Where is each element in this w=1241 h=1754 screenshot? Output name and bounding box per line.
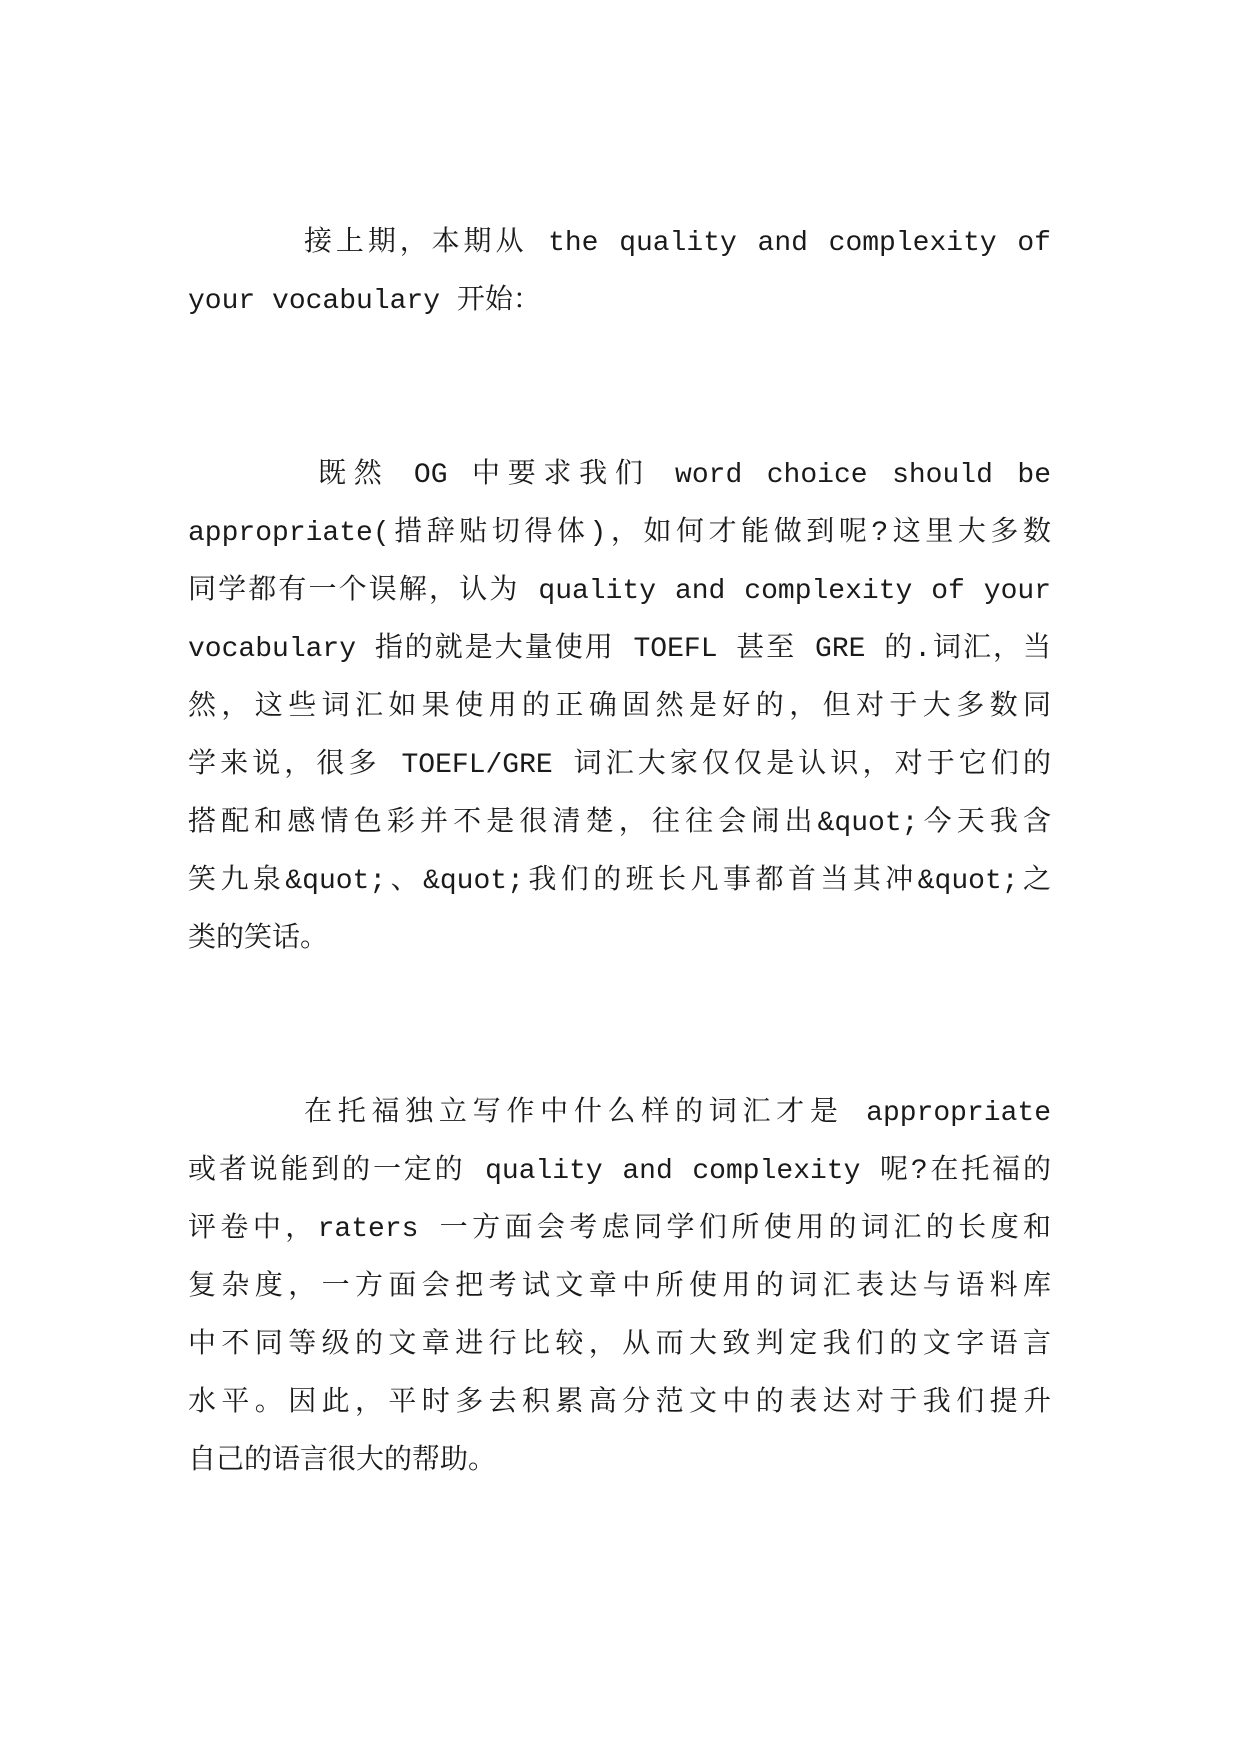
paragraph-line: 或者说能到的一定的 quality and complexity 呢?在托福的 bbox=[188, 1156, 1051, 1187]
paragraph-line: vocabulary 指的就是大量使用 TOEFL 甚至 GRE 的.词汇，当 bbox=[188, 634, 1051, 665]
paragraph-line: 接上期，本期从 the quality and complexity of bbox=[304, 228, 1051, 259]
paragraph-appropriate-vocabulary bbox=[188, 1085, 1051, 1491]
paragraph-line: 类的笑话。 bbox=[188, 924, 329, 955]
paragraph-line: your vocabulary 开始： bbox=[188, 286, 541, 317]
paragraph-line: appropriate(措辞贴切得体)，如何才能做到呢?这里大多数 bbox=[188, 518, 1051, 549]
paragraph-intro bbox=[188, 215, 1051, 331]
paragraph-line: 同学都有一个误解，认为 quality and complexity of your bbox=[188, 576, 1051, 607]
paragraph-line: 评卷中，raters 一方面会考虑同学们所使用的词汇的长度和 bbox=[188, 1214, 1051, 1245]
paragraph-line: 既然 OG 中要求我们 word choice should be bbox=[318, 460, 1051, 491]
paragraph-line: 自己的语言很大的帮助。 bbox=[188, 1446, 497, 1477]
paragraph-line: 中不同等级的文章进行比较，从而大致判定我们的文字语言 bbox=[188, 1330, 1051, 1361]
paragraph-line: 在托福独立写作中什么样的词汇才是 appropriate bbox=[304, 1098, 1051, 1129]
paragraph-line: 水平。因此，平时多去积累高分范文中的表达对于我们提升 bbox=[188, 1388, 1051, 1419]
paragraph-line: 学来说，很多 TOEFL/GRE 词汇大家仅仅是认识，对于它们的 bbox=[188, 750, 1051, 781]
paragraph-line: 搭配和感情色彩并不是很清楚，往往会闹出&quot;今天我含 bbox=[188, 808, 1051, 839]
paragraph-line: 然，这些词汇如果使用的正确固然是好的，但对于大多数同 bbox=[188, 692, 1051, 723]
paragraph-word-choice bbox=[188, 447, 1051, 969]
paragraph-line: 笑九泉&quot;、&quot;我们的班长凡事都首当其冲&quot;之 bbox=[188, 866, 1051, 897]
paragraph-line: 复杂度，一方面会把考试文章中所使用的词汇表达与语料库 bbox=[188, 1272, 1051, 1303]
